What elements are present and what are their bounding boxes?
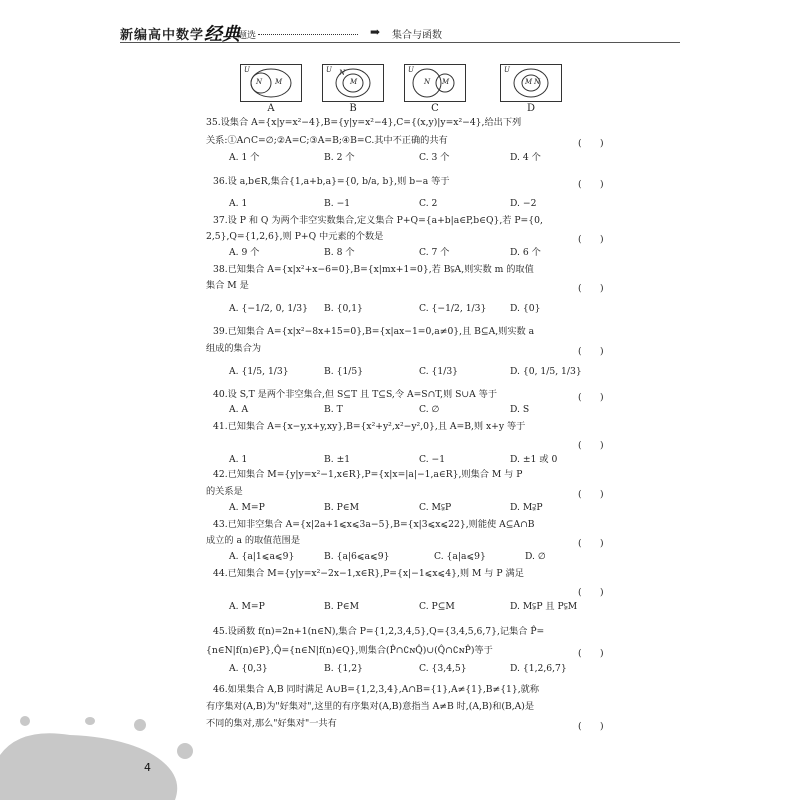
- option-d: D. M⫌P: [510, 502, 543, 513]
- question-39-line-1: 39.已知集合 A={x|x²−8x+15=0},B={x|ax−1=0,a≠0},且 B⊆A,则实数 a: [213, 326, 535, 337]
- answer-paren: ( ): [578, 346, 604, 357]
- question-42-line-1: 42.已知集合 M={y|y=x²−1,x∈R},P={x|x=|a|−1,a∈R},则集合 M 与 P: [213, 469, 523, 480]
- question-42-line-2: 的关系是: [206, 486, 243, 497]
- venn-a-graphic: [241, 65, 301, 101]
- option-c: C. M⫋P: [419, 502, 452, 513]
- option-c: C. P⊆M: [419, 601, 455, 612]
- question-35-line-2: 关系:①A∩C=∅;②A=C;③A=B;④B=C.其中不正确的共有: [206, 135, 448, 146]
- option-c: C. {−1/2, 1/3}: [419, 303, 487, 314]
- venn-d-universe-label: U: [504, 66, 510, 74]
- option-b: B. −1: [324, 198, 351, 209]
- question-38-line-1: 38.已知集合 A={x|x²+x−6=0},B={x|mx+1=0},若 B⫋A,则实数 m 的取值: [213, 264, 534, 275]
- question-41-line-1: 41.已知集合 A={x−y,x+y,xy},B={x²+y²,x²−y²,0},且 A=B,则 x+y 等于: [213, 421, 526, 432]
- option-b: B. {0,1}: [324, 303, 363, 314]
- option-c: C. {a|a⩽9}: [434, 551, 486, 562]
- venn-d-n-label: N: [534, 78, 541, 86]
- answer-paren: ( ): [578, 538, 604, 549]
- option-c: C. {3,4,5}: [419, 663, 467, 674]
- option-a: A. {1/5, 1/3}: [229, 366, 289, 377]
- option-b: B. ±1: [324, 454, 351, 465]
- question-37-line-2: 2,5},Q={1,2,6},则 P+Q 中元素的个数是: [206, 231, 384, 242]
- answer-paren: ( ): [578, 440, 604, 451]
- venn-a-n-label: N: [256, 78, 263, 86]
- header-dotted-leader: [258, 34, 358, 35]
- venn-b-m-label: M: [350, 78, 358, 86]
- question-46-line-2: 有序集对(A,B)为"好集对",这里的有序集对(A,B)意指当 A≠B 时,(A,B)和(B,A)是: [206, 701, 535, 712]
- question-43-line-1: 43.已知非空集合 A={x|2a+1⩽x⩽3a−5},B={x|3⩽x⩽22},则能使 A⊆A∩B: [213, 519, 535, 530]
- venn-label-c: C: [431, 103, 439, 114]
- question-39-line-2: 组成的集合为: [206, 343, 262, 354]
- answer-paren: ( ): [578, 489, 604, 500]
- venn-b-n-label: N: [339, 69, 346, 77]
- option-d: D. ±1 或 0: [510, 454, 558, 465]
- option-b: B. 2 个: [324, 152, 355, 163]
- option-a: A. M=P: [229, 502, 265, 513]
- option-a: A. 1: [229, 198, 248, 209]
- option-b: B. {1/5}: [324, 366, 364, 377]
- option-b: B. T: [324, 404, 343, 415]
- option-c: C. 2: [419, 198, 438, 209]
- header-rule: [120, 42, 680, 43]
- option-d: D. {1,2,6,7}: [510, 663, 567, 674]
- option-c: C. {1/3}: [419, 366, 459, 377]
- arrow-icon: ➡: [370, 25, 381, 39]
- question-46-line-1: 46.如果集合 A,B 同时满足 A∪B={1,2,3,4},A∩B={1},A≠{1},B≠{1},就称: [213, 684, 540, 695]
- option-d: D. 6 个: [510, 247, 541, 258]
- venn-c-graphic: [405, 65, 465, 101]
- answer-paren: ( ): [578, 283, 604, 294]
- venn-a-m-label: M: [275, 78, 283, 86]
- venn-c-n-label: N: [424, 78, 431, 86]
- venn-diagram-b: [322, 64, 384, 102]
- venn-label-a: A: [267, 103, 275, 114]
- option-d: D. M⫋P 且 P⫋M: [510, 601, 578, 612]
- venn-c-universe-label: U: [408, 66, 414, 74]
- venn-d-m-label: M: [525, 78, 533, 86]
- section-title: 集合与函数: [392, 30, 442, 41]
- option-b: B. {a|6⩽a⩽9}: [324, 551, 390, 562]
- question-40-line-1: 40.设 S,T 是两个非空集合,但 S⊆T 且 T⊆S,令 A=S∩T,则 S∪A 等于: [213, 389, 498, 400]
- venn-a-universe-label: U: [244, 66, 250, 74]
- option-d: D. {0, 1/5, 1/3}: [510, 366, 582, 377]
- option-a: A. 1 个: [229, 152, 260, 163]
- option-a: A. 9 个: [229, 247, 260, 258]
- answer-paren: ( ): [578, 392, 604, 403]
- venn-diagram-a: [240, 64, 302, 102]
- venn-diagram-c: [404, 64, 466, 102]
- option-d: D. ∅: [525, 551, 546, 562]
- question-43-line-2: 成立的 a 的取值范围是: [206, 535, 301, 546]
- option-b: B. 8 个: [324, 247, 355, 258]
- venn-c-m-label: M: [442, 78, 450, 86]
- option-a: A. {−1/2, 0, 1/3}: [229, 303, 308, 314]
- book-subtitle: 题选: [238, 31, 257, 41]
- option-a: A. {0,3}: [229, 663, 268, 674]
- question-37-line-1: 37.设 P 和 Q 为两个非空实数集合,定义集合 P+Q={a+b|a∈P,b∈Q},若 P={0,: [213, 215, 543, 226]
- question-38-line-2: 集合 M 是: [206, 280, 249, 291]
- question-45-line-2: {n∈N|f(n)∈P},Q̂={n∈N|f(n)∈Q},则集合(P̂∩∁ɴQ̂)∪(Q̂∩∁ɴP̂)等于: [206, 645, 493, 656]
- option-c: C. ∅: [419, 404, 440, 415]
- page-number: 4: [144, 761, 151, 774]
- answer-paren: ( ): [578, 138, 604, 149]
- option-a: A. M=P: [229, 601, 265, 612]
- book-logo: 经典: [204, 24, 240, 45]
- option-c: C. 7 个: [419, 247, 450, 258]
- footprint-decoration: [0, 715, 200, 800]
- option-b: B. {1,2}: [324, 663, 363, 674]
- question-44-line-1: 44.已知集合 M={y|y=x²−2x−1,x∈R},P={x|−1⩽x⩽4},则 M 与 P 满足: [213, 568, 524, 579]
- option-d: D. −2: [510, 198, 537, 209]
- answer-paren: ( ): [578, 587, 604, 598]
- answer-paren: ( ): [578, 179, 604, 190]
- question-45-line-1: 45.设函数 f(n)=2n+1(n∈N),集合 P={1,2,3,4,5},Q={3,4,5,6,7},记集合 P̂=: [213, 626, 545, 637]
- venn-b-universe-label: U: [326, 66, 332, 74]
- option-c: C. −1: [419, 454, 446, 465]
- option-c: C. 3 个: [419, 152, 450, 163]
- answer-paren: ( ): [578, 721, 604, 732]
- venn-diagram-d: [500, 64, 562, 102]
- option-d: D. {0}: [510, 303, 541, 314]
- answer-paren: ( ): [578, 234, 604, 245]
- option-a: A. 1: [229, 454, 248, 465]
- page-header: [120, 22, 680, 48]
- option-b: B. P∈M: [324, 502, 359, 513]
- option-b: B. P∈M: [324, 601, 359, 612]
- question-36-line-1: 36.设 a,b∈R,集合{1,a+b,a}={0, b/a, b},则 b−a 等于: [213, 176, 450, 187]
- option-d: D. 4 个: [510, 152, 541, 163]
- question-35-line-1: 35.设集合 A={x|y=x²−4},B={y|y=x²−4},C={(x,y)|y=x²−4},给出下列: [206, 117, 522, 128]
- venn-label-b: B: [349, 103, 357, 114]
- option-a: A. {a|1⩽a⩽9}: [229, 551, 295, 562]
- venn-label-d: D: [526, 103, 536, 114]
- question-46-line-3: 不同的集对,那么"好集对"一共有: [206, 718, 337, 729]
- book-title: 新编高中数学: [120, 28, 205, 43]
- option-a: A. A: [229, 404, 249, 415]
- option-d: D. S: [510, 404, 530, 415]
- answer-paren: ( ): [578, 648, 604, 659]
